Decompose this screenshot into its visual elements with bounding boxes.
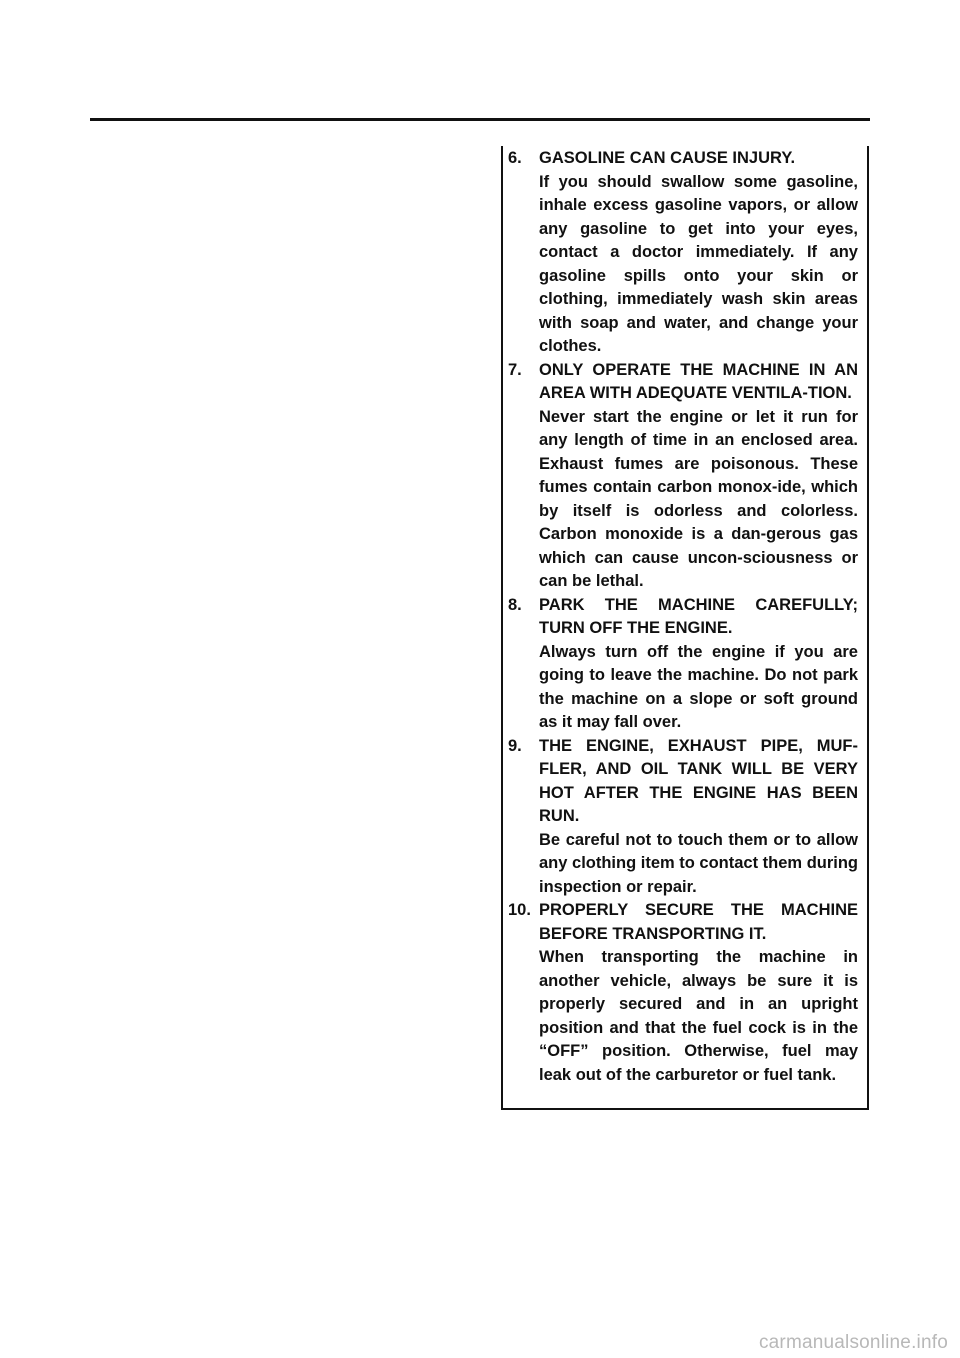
- item-body: Never start the engine or let it run for any length of time in an enclosed area. Exhaust fumes are poisonous. These fumes contain carbon monox-ide, which by itself is odorless and colorless. Carbon monoxide is a dan-gerous gas which can cause uncon-sciousness or can be lethal.: [539, 407, 858, 590]
- warning-item-8: [508, 594, 858, 735]
- item-heading: THE ENGINE, EXHAUST PIPE, MUF-FLER, AND OIL TANK WILL BE VERY HOT AFTER THE ENGINE HAS BEEN RUN.: [539, 736, 858, 825]
- item-heading: GASOLINE CAN CAUSE INJURY.: [539, 149, 796, 167]
- item-number: 6.: [508, 149, 522, 167]
- warning-item-7: [508, 359, 858, 594]
- item-heading: ONLY OPERATE THE MACHINE IN AN AREA WITH ADEQUATE VENTILA-TION.: [539, 360, 858, 402]
- top-rule: [90, 118, 870, 121]
- item-number: 9.: [508, 736, 522, 755]
- item-number: 8.: [508, 595, 522, 614]
- item-body: Be careful not to touch them or to allow any clothing item to contact them during inspection or repair.: [539, 830, 859, 896]
- item-heading: PROPERLY SECURE THE MACHINE BEFORE TRANSPORTING IT.: [539, 901, 858, 943]
- warning-item-10: [508, 899, 858, 1087]
- item-number: 10.: [508, 901, 531, 919]
- item-body: Always turn off the engine if you are going to leave the machine. Do not park the machine on a slope or soft ground as it may fall over.: [539, 642, 858, 731]
- watermark-text: carmanualsonline.info: [758, 1332, 948, 1353]
- warning-list: [508, 147, 858, 1087]
- warning-item-9: [508, 735, 858, 900]
- warning-item-6: [508, 147, 858, 359]
- item-body: When transporting the machine in another vehicle, always be sure it is properly secured and in an upright position and that the fuel cock is in the “OFF” position. Otherwise, fuel may leak out of the carburetor or fuel tank.: [539, 948, 858, 1084]
- item-body: If you should swallow some gasoline, inhale excess gasoline vapors, or allow any gasoline to get into your eyes, contact a doctor immediately. If any gasoline spills onto your skin or clothing, immediately wash skin areas with soap and water, and change your clothes.: [539, 172, 858, 355]
- item-heading: PARK THE MACHINE CAREFULLY; TURN OFF THE ENGINE.: [539, 595, 858, 637]
- item-number: 7.: [508, 360, 522, 379]
